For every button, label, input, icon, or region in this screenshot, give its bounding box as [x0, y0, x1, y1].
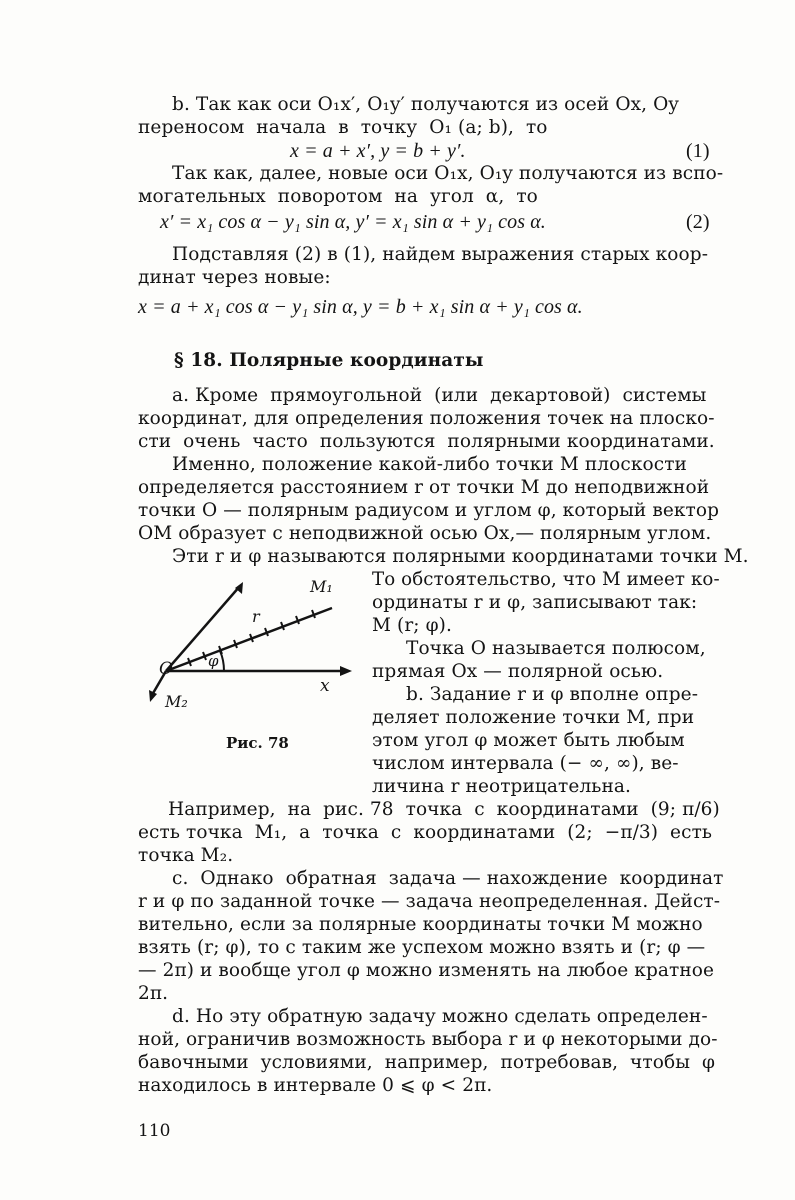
side-line-8: этом угол φ может быть любым [372, 730, 685, 751]
label-phi: φ [208, 652, 219, 670]
section-heading: § 18. Полярные координаты [174, 350, 484, 371]
text-line-10: Именно, положение какой-либо точки M плоскости [172, 454, 687, 475]
text-line-6: динат через новые: [138, 267, 331, 288]
side-line-7: деляет положение точки M, при [372, 707, 695, 728]
text-line-14: Эти r и φ называются полярными координатами точки M. [172, 546, 749, 567]
side-line-9: числом интервала (− ∞, ∞), ве- [372, 753, 679, 774]
text-line-13: OM образует с неподвижной осью Ox,— полярным углом. [138, 523, 712, 544]
side-line-1: То обстоятельство, что M имеет ко- [372, 569, 720, 590]
text-line-17: точка M₂. [138, 845, 234, 866]
equation-1-number: (1) [686, 140, 710, 162]
equation-1: x = a + x′, y = b + y′. [290, 140, 466, 162]
text-line-21: взять (r; φ), то с таким же успехом можно взять и (r; φ — [138, 937, 706, 958]
text-line-12: точки O — полярным радиусом и углом φ, который вектор [138, 500, 720, 521]
text-line-9: сти очень часто пользуются полярными координатами. [138, 431, 715, 452]
side-line-10: личина r неотрицательна. [372, 776, 632, 797]
label-x: x [320, 676, 330, 696]
page-number: 110 [138, 1121, 171, 1141]
label-M2: M₂ [165, 692, 188, 711]
text-line-19: r и φ по заданной точке — задача неопределенная. Дейст- [138, 891, 721, 912]
text-line-1: b. Так как оси O₁x′, O₁y′ получаются из осей Ox, Oy [172, 94, 679, 115]
label-r: r [252, 607, 260, 626]
side-line-5: прямая Ox — полярной осью. [372, 661, 664, 682]
side-line-6: b. Задание r и φ вполне опре- [406, 684, 699, 705]
side-line-4: Точка O называется полюсом, [406, 638, 706, 659]
label-M1: M₁ [310, 577, 333, 596]
text-line-11: определяется расстоянием r от точки M до неподвижной [138, 477, 710, 498]
equation-3: x = a + x₁ cos α − y₁ sin α, y = b + x₁ sin α + y₁ cos α. [138, 296, 583, 318]
text-line-7: a. Кроме прямоугольной (или декартовой) системы [172, 385, 707, 406]
text-line-5: Подставляя (2) в (1), найдем выражения старых коор- [172, 244, 709, 265]
figure-caption: Рис. 78 [226, 734, 289, 752]
text-line-24: d. Но эту обратную задачу можно сделать определен- [172, 1006, 708, 1027]
label-O: O [159, 659, 173, 679]
text-line-8: координат, для определения положения точек на плоско- [138, 408, 715, 429]
equation-2-number: (2) [686, 211, 710, 233]
angle-arc [220, 651, 224, 671]
text-line-20: вительно, если за полярные координаты точки M можно [138, 914, 703, 935]
side-line-2: ординаты r и φ, записывают так: [372, 592, 698, 613]
text-line-18: c. Однако обратная задача — нахождение координат [172, 868, 724, 889]
radius-line [166, 608, 332, 671]
text-line-15: Например, на рис. 78 точка с координатами (9; π/6) [168, 799, 720, 820]
equation-2: x′ = x₁ cos α − y₁ sin α, y′ = x₁ sin α + y₁ cos α. [160, 211, 546, 233]
polar-coordinates-figure [140, 570, 355, 720]
text-line-23: 2π. [138, 983, 169, 1004]
side-line-3: M (r; φ). [372, 615, 452, 636]
text-line-4: могательных поворотом на угол α, то [138, 186, 538, 207]
text-line-25: ной, ограничив возможность выбора r и φ некоторыми до- [138, 1029, 718, 1050]
text-line-2: переносом начала в точку O₁ (a; b), то [138, 117, 548, 138]
text-line-16: есть точка M₁, а точка с координатами (2; −π/3) есть [138, 822, 713, 843]
text-line-26: бавочными условиями, например, потребовав, чтобы φ [138, 1052, 716, 1073]
text-line-22: — 2π) и вообще угол φ можно изменять на любое кратное [138, 960, 715, 981]
text-line-3: Так как, далее, новые оси O₁x, O₁y получаются из вспо- [172, 163, 724, 184]
polar-axis-arrowhead [340, 666, 352, 676]
text-line-27: находилось в интервале 0 ⩽ φ < 2π. [138, 1075, 493, 1096]
